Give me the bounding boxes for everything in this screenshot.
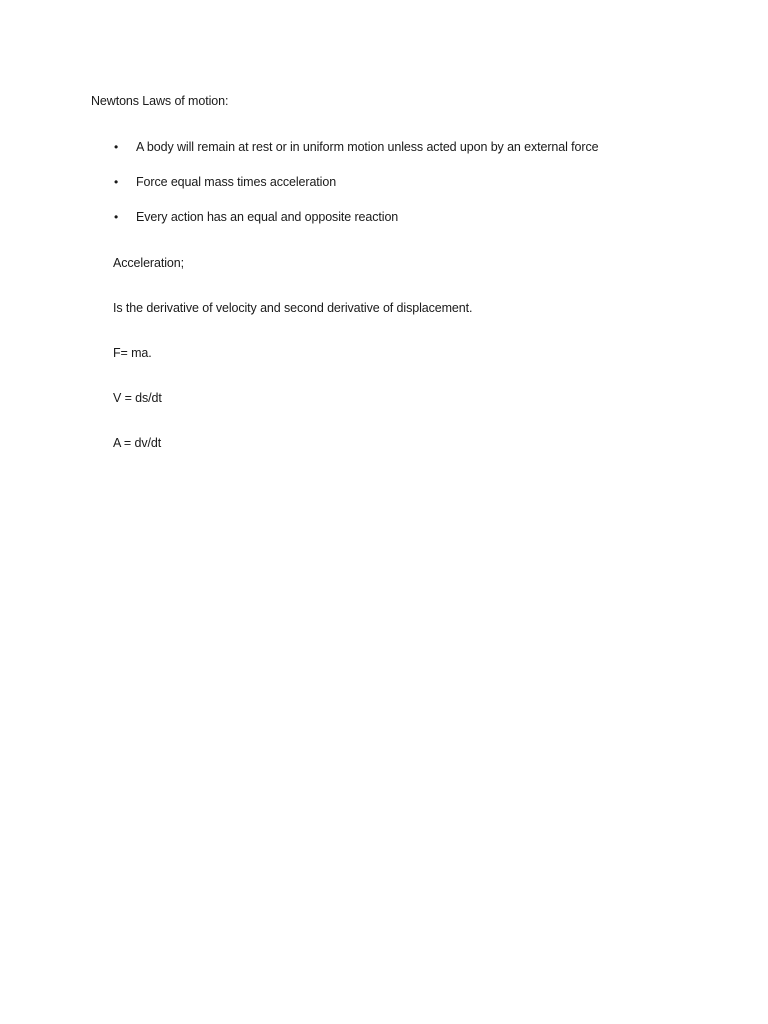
acceleration-definition: Is the derivative of velocity and second derivative of displacement. xyxy=(113,301,473,315)
document-heading: Newtons Laws of motion: xyxy=(91,94,229,108)
bullet-icon: • xyxy=(114,140,119,154)
law-text: Every action has an equal and opposite reaction xyxy=(136,210,399,224)
acceleration-heading: Acceleration; xyxy=(113,256,184,270)
bullet-icon: • xyxy=(114,210,119,224)
equation-acceleration: A = dv/dt xyxy=(113,436,162,450)
equation-velocity: V = ds/dt xyxy=(113,391,162,405)
bullet-icon: • xyxy=(114,175,119,189)
law-text: A body will remain at rest or in uniform motion unless acted upon by an external force xyxy=(136,140,599,154)
equation-force: F= ma. xyxy=(113,346,152,360)
law-text: Force equal mass times acceleration xyxy=(136,175,337,189)
